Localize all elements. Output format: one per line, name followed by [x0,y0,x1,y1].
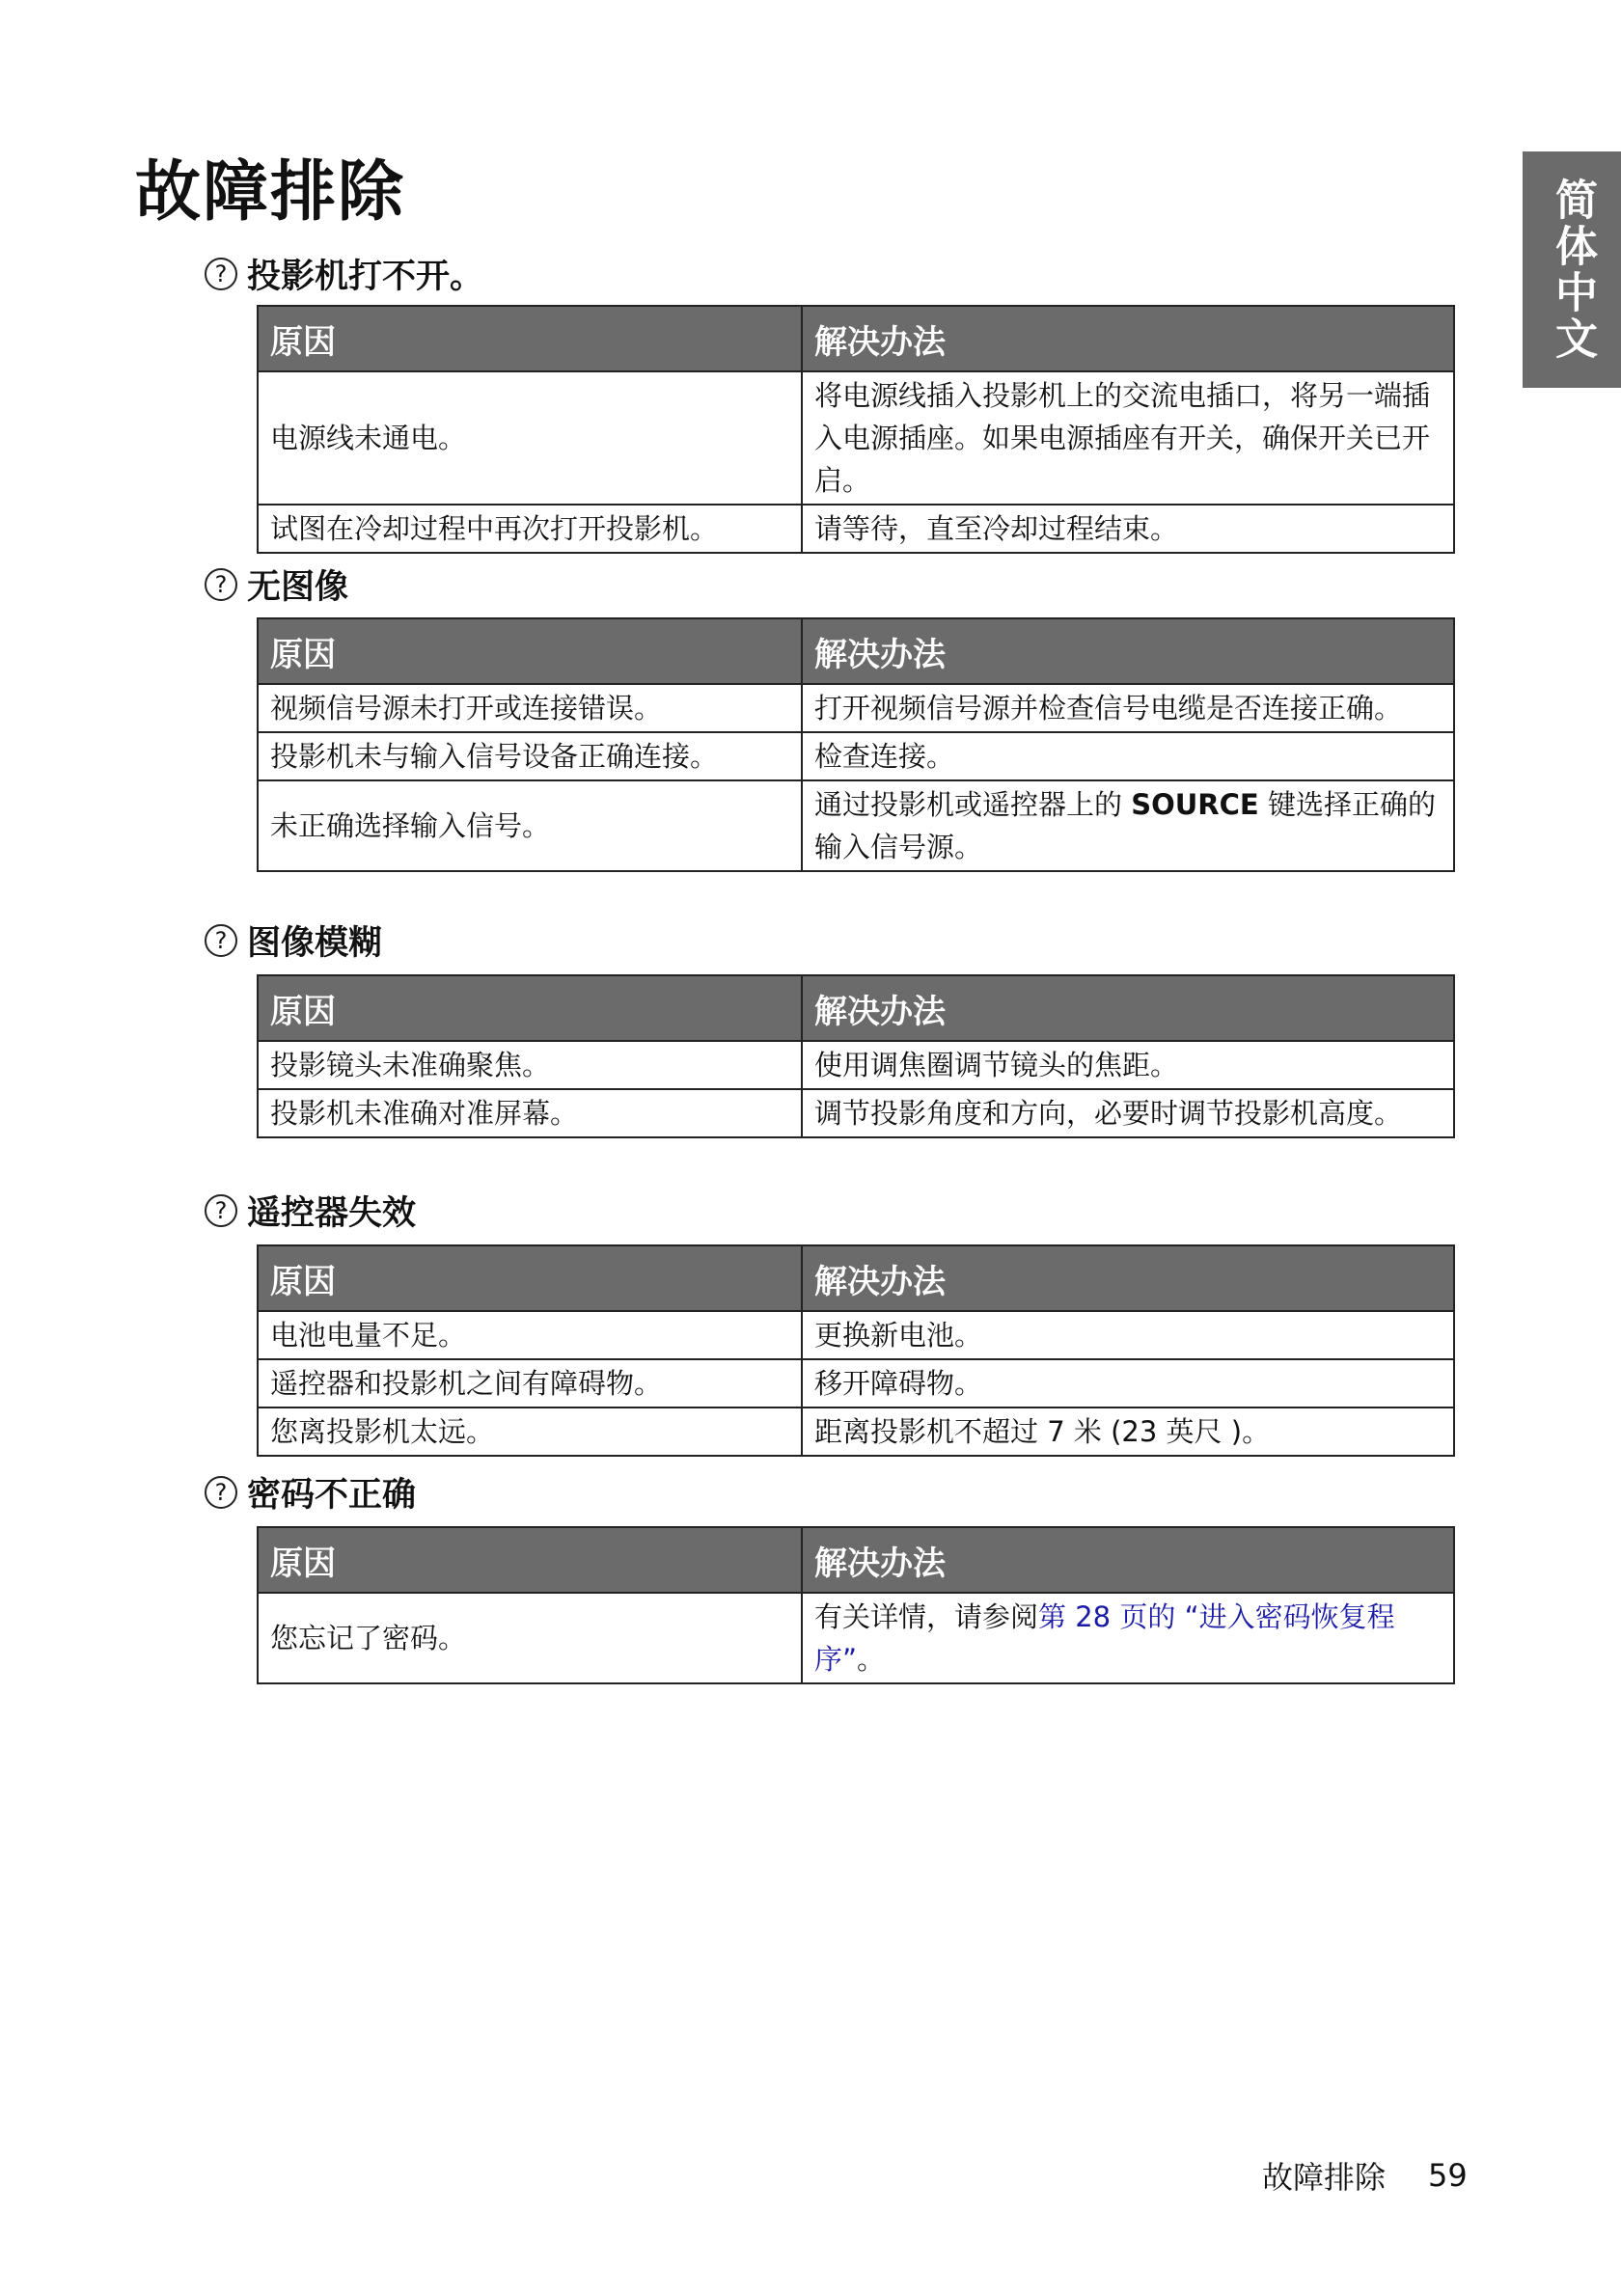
section-title [205,1189,416,1232]
table-row [258,1359,1454,1408]
solution-cell: 更换新电池。 [802,1311,1454,1359]
table-row [258,1311,1454,1359]
header-solution: 解决办法 [802,618,1454,684]
cause-cell: 电源线未通电。 [258,371,802,505]
section-title-text: 无图像 [247,568,349,607]
question-icon: ? [205,1476,237,1509]
troubleshoot-table [257,1526,1455,1684]
solution-cell: 打开视频信号源并检查信号电缆是否连接正确。 [802,684,1454,732]
page-footer [1262,2151,1468,2200]
solution-cell [802,1593,1454,1683]
header-cause: 原因 [258,306,802,371]
cause-cell: 电池电量不足。 [258,1311,802,1359]
table-header-row [258,1245,1454,1311]
language-tab-label: 简体中文 [1548,177,1597,363]
header-cause: 原因 [258,975,802,1041]
cause-cell: 遥控器和投影机之间有障碍物。 [258,1359,802,1408]
header-solution: 解决办法 [802,306,1454,371]
troubleshoot-table [257,974,1455,1138]
header-solution: 解决办法 [802,1245,1454,1311]
troubleshoot-table [257,617,1455,872]
cause-cell: 您忘记了密码。 [258,1593,802,1683]
table-row [258,1593,1454,1683]
page-number: 59 [1428,2157,1468,2194]
section-title-text: 图像模糊 [247,924,383,963]
solution-text: 有关详情，请参阅 [814,1600,1039,1633]
cause-cell: 试图在冷却过程中再次打开投影机。 [258,505,802,553]
section-title [205,919,382,962]
cause-cell: 未正确选择输入信号。 [258,780,802,871]
page-title: 故障排除 [135,154,406,231]
question-icon: ? [205,258,237,290]
table-header-row [258,975,1454,1041]
solution-cell: 检查连接。 [802,732,1454,780]
solution-text: 通过投影机或遥控器上的 [814,788,1132,821]
question-icon: ? [205,1194,237,1227]
table-header-row [258,306,1454,371]
table-row [258,1089,1454,1137]
solution-text: 键选择正确的输入信号源。 [814,788,1436,863]
solution-cell [802,780,1454,871]
header-cause: 原因 [258,1527,802,1593]
language-tab [1523,151,1621,388]
table-row [258,1041,1454,1089]
troubleshoot-table [257,305,1455,554]
cause-cell: 视频信号源未打开或连接错误。 [258,684,802,732]
solution-cell: 调节投影角度和方向，必要时调节投影机高度。 [802,1089,1454,1137]
password-recovery-link[interactable]: 第 28 页的 “进入密码恢复程序” [814,1600,1395,1676]
source-key-label: SOURCE [1131,788,1259,821]
table-header-row [258,618,1454,684]
cause-cell: 投影镜头未准确聚焦。 [258,1041,802,1089]
table-row [258,1408,1454,1456]
footer-section-label: 故障排除 [1262,2159,1387,2196]
question-icon: ? [205,924,237,957]
header-solution: 解决办法 [802,975,1454,1041]
solution-cell: 请等待，直至冷却过程结束。 [802,505,1454,553]
table-header-row [258,1527,1454,1593]
cause-cell: 投影机未准确对准屏幕。 [258,1089,802,1137]
section-title [205,563,348,606]
table-row [258,684,1454,732]
header-solution: 解决办法 [802,1527,1454,1593]
section-title [205,1471,416,1514]
header-cause: 原因 [258,618,802,684]
solution-cell: 移开障碍物。 [802,1359,1454,1408]
table-row [258,371,1454,505]
troubleshoot-table [257,1244,1455,1457]
solution-cell: 使用调焦圈调节镜头的焦距。 [802,1041,1454,1089]
table-row [258,505,1454,553]
header-cause: 原因 [258,1245,802,1311]
solution-cell: 将电源线插入投影机上的交流电插口，将另一端插入电源插座。如果电源插座有开关，确保开关已开启。 [802,371,1454,505]
section-title-text: 密码不正确 [247,1476,417,1515]
table-row [258,780,1454,871]
solution-cell: 距离投影机不超过 7 米 (23 英尺 )。 [802,1408,1454,1456]
section-title [205,253,483,295]
section-title-text: 遥控器失效 [247,1194,417,1233]
question-icon: ? [205,568,237,601]
section-title-text: 投影机打不开。 [247,258,484,296]
cause-cell: 投影机未与输入信号设备正确连接。 [258,732,802,780]
cause-cell: 您离投影机太远。 [258,1408,802,1456]
table-row [258,732,1454,780]
solution-text: 。 [857,1643,886,1676]
